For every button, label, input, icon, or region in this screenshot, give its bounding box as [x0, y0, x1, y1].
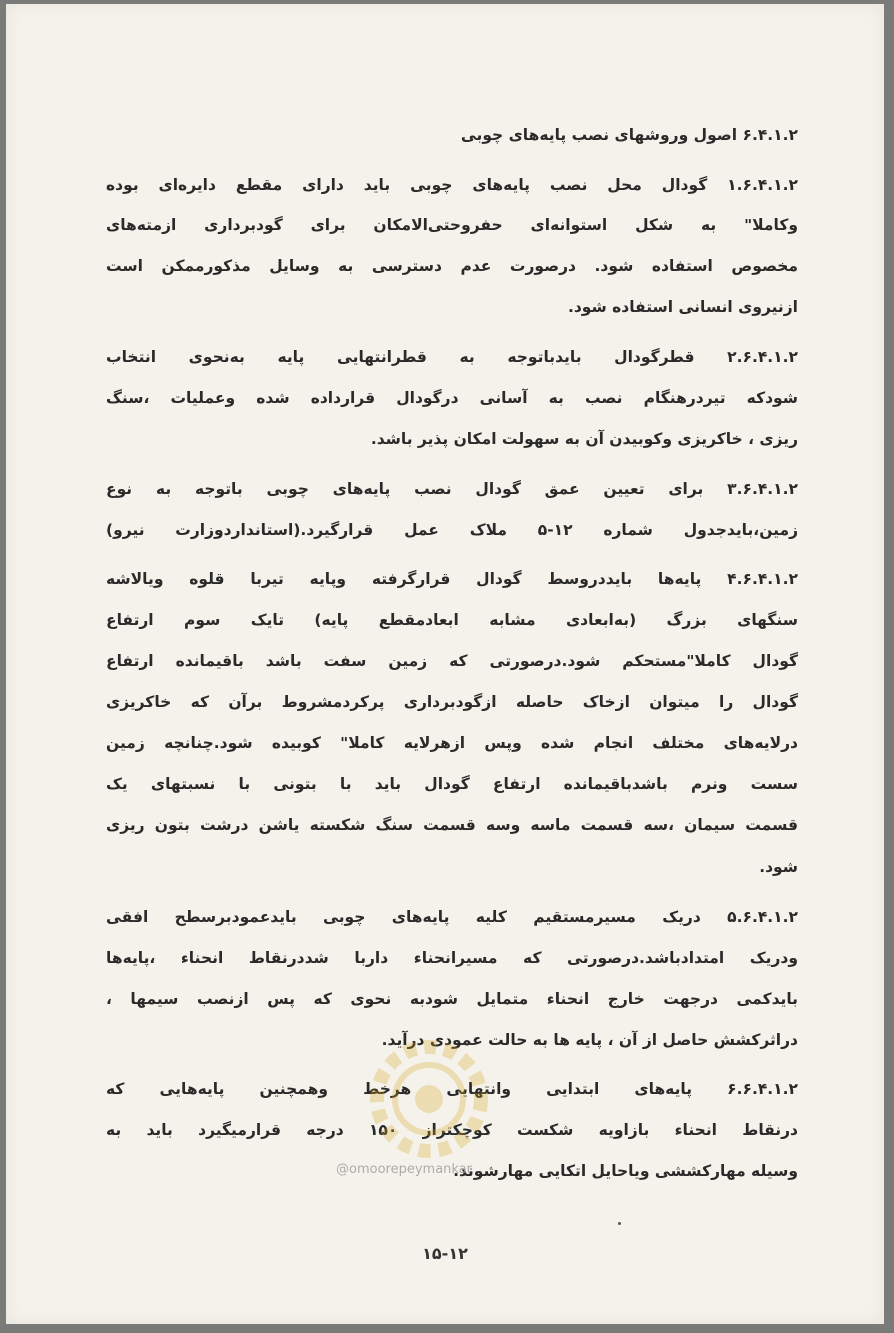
- text-line: ۱.۶.۴.۱.۲ گودال محل نصب پایه‌های چوبی باید دارای مقطع دایره‌ای بوده: [106, 176, 798, 194]
- text-line: گودال را میتوان ازخاک حاصله ازگودبرداری پرکردمشروط برآن که خاکریزی: [106, 693, 798, 711]
- watermark-text: @omoorepeymankar: [336, 1162, 473, 1177]
- text-line: ۳.۶.۴.۱.۲ برای تعیین عمق گودال نصب پایه‌های چوبی باتوجه به نوع: [106, 480, 798, 498]
- text-line: بایدکمی درجهت خارج انحناء متمایل شودبه نحوی که پس ازنصب سیمها ،: [106, 990, 798, 1008]
- text-line: مخصوص استفاده شود. درصورت عدم دسترسی به وسایل مذکورممکن است: [106, 257, 798, 275]
- text-line: ۵.۶.۴.۱.۲ دریک مسیرمستقیم کلیه پایه‌های چوبی بایدعمودبرسطح افقی: [106, 908, 798, 926]
- text-line: زمین،بایدجدول شماره ۱۲-۵ ملاک عمل قرارگیرد.(استانداردوزارت نیرو): [106, 521, 798, 539]
- text-line: ودریک امتدادباشد.درصورتی که مسیرانحناء داربا شددرنقاط انحناء ،پایه‌ها: [106, 949, 798, 967]
- text-line: درلایه‌های مختلف انجام شده وپس ازهرلایه کاملا" کوبیده شود.چنانچه زمین: [106, 734, 798, 752]
- text-line: سست ونرم باشدباقیمانده ارتفاع گودال باید با بتونی با نسبتهای یک: [106, 775, 798, 793]
- text-line: ریزی ، خاکریزی وکوبیدن آن به سهولت امکان پذیر باشد.: [370, 430, 798, 448]
- text-line: سنگهای بزرگ (بەابعادی مشابه ابعادمقطع پایه) تایک سوم ارتفاع: [106, 611, 798, 629]
- text-line: وکاملا" به شکل استوانه‌ای حفروحتی‌الامکان برای گودبرداری ازمته‌های: [106, 216, 798, 234]
- text-line: ۴.۶.۴.۱.۲ پایه‌ها بایددروسط گودال قرارگرفته وپایه تیربا قلوه ویالاشه: [106, 570, 798, 588]
- text-line: گودال کاملا"مستحکم شود.درصورتی که زمین سفت باشد باقیمانده ارتفاع: [106, 652, 798, 670]
- text-line: شودکه تیردرهنگام نصب به آسانی درگودال قرارداده شده وعملیات ،سنگ: [106, 389, 798, 407]
- section-heading: ۶.۴.۱.۲ اصول وروشهای نصب پایه‌های چوبی: [460, 126, 798, 144]
- text-line: ازنیروی انسانی استفاده شود.: [567, 298, 798, 316]
- text-line: شود.: [759, 858, 798, 876]
- text-line: ۶.۶.۴.۱.۲ پایه‌های ابتدایی وانتهایی هرخط وهمچنین پایه‌هایی که: [106, 1080, 798, 1098]
- watermark-gear-logo: [354, 1024, 504, 1174]
- text-line: درنقاط انحناء بازاویه شکست کوچکتراز ۱۵۰ درجه قرارمیگیرد باید به: [106, 1121, 798, 1139]
- page-number: ۱۵-۱۲: [422, 1244, 468, 1263]
- document-page: [6, 4, 884, 1324]
- text-line: قسمت سیمان ،سه قسمت ماسه وسه قسمت سنگ شکسته یاشن درشت بتون ریزی: [106, 816, 798, 834]
- text-line: ۲.۶.۴.۱.۲ قطرگودال بایدباتوجه به قطرانتهایی پایه بەنحوی انتخاب: [106, 348, 798, 366]
- text-line: دراثرکشش حاصل از آن ، پایه ها به حالت عمودی درآید.: [381, 1031, 798, 1049]
- speck: [618, 1222, 621, 1225]
- text-line: وسیله مهارکششی ویاحایل اتکایی مهارشوند.: [453, 1162, 798, 1180]
